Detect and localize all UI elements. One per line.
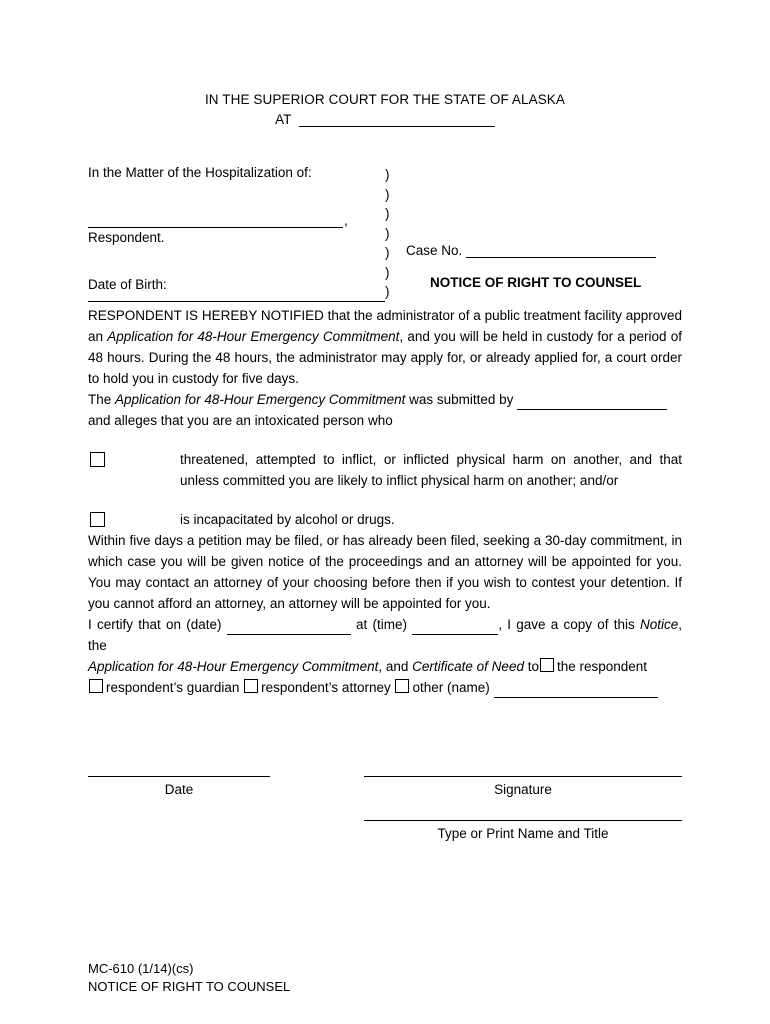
submitted-by-field[interactable] (517, 396, 667, 410)
at-label: AT (275, 112, 292, 127)
cert-time-field[interactable] (412, 621, 498, 635)
cert-italic-certificate: Certificate of Need (412, 659, 524, 674)
para2-part-a: The (88, 392, 116, 407)
caption-block (88, 165, 682, 305)
case-no-label: Case No. (406, 243, 463, 258)
checkbox-incapacitated-label: is incapacitated by alcohol or drugs. (180, 512, 395, 527)
dob-blank[interactable] (88, 301, 385, 302)
paragraph-certification (88, 614, 682, 698)
para1-part-b: , and you will be held in custody for a period of 48 hours. During the 48 hours, the administrator may apply for, or already applied for, a court order to hold you in custody for five days. (88, 329, 682, 386)
document-footer (88, 960, 290, 996)
footer-form-title: NOTICE OF RIGHT TO COUNSEL (88, 979, 291, 994)
matter-label: In the Matter of the Hospitalization of: (88, 165, 312, 180)
checkbox-harm-label: threatened, attempted to inflict, or inflicted physical harm on another, and that unless committed you are likely to inflict physical harm on another; and/or (180, 452, 682, 488)
para2-italic-application: Application for 48-Hour Emergency Commitment (115, 392, 406, 407)
checkbox-harm[interactable] (90, 452, 105, 467)
cert-date-field[interactable] (227, 621, 351, 635)
cert-other-name-field[interactable] (494, 684, 658, 698)
cert-part-a: I certify that on (date) (88, 617, 222, 632)
court-title: IN THE SUPERIOR COURT FOR THE STATE OF ALASKA (204, 92, 566, 107)
date-label: Date (164, 782, 194, 797)
respondent-name-blank[interactable] (88, 227, 343, 228)
paragraph-petition: Within five days a petition may be filed, or has already been filed, seeking a 30-day commitment, in which case you will be given notice of the proceedings and an attorney will be appointed for you. You may contact an attorney of your choosing before then if you wish to contest your detention. If you cannot afford an attorney, an attorney will be appointed for you. (88, 533, 682, 611)
case-no-field[interactable] (466, 244, 656, 258)
respondent-comma: , (344, 213, 348, 228)
cert-part-e: , and (378, 659, 413, 674)
at-line (88, 112, 682, 127)
caption-paren-column: ) ) ) ) ) ) ) (385, 167, 390, 299)
cert-italic-notice: Notice (639, 617, 679, 632)
checkbox-incapacitated[interactable] (90, 512, 105, 527)
paragraph-notified (88, 305, 682, 389)
para2-part-c: and alleges that you are an intoxicated person who (88, 413, 393, 428)
checkbox-respondent[interactable] (540, 658, 554, 672)
checkbox-other[interactable] (395, 679, 409, 693)
cert-part-d: , the (88, 617, 682, 653)
cert-option-respondent: the respondent (556, 659, 648, 674)
cert-part-f: to (523, 659, 539, 674)
cert-option-attorney: respondent’s attorney (261, 680, 391, 695)
document-content (88, 0, 682, 858)
checkbox-item-incapacitated[interactable] (88, 509, 682, 530)
footer-form-number: MC-610 (1/14)(cs) (88, 961, 194, 976)
cert-option-other: other (name) (412, 680, 490, 695)
signature-line[interactable] (364, 776, 682, 777)
checkbox-guardian[interactable] (89, 679, 103, 693)
respondent-label: Respondent. (88, 230, 165, 245)
at-blank-field[interactable] (299, 113, 495, 127)
para2-part-b: was submitted by (405, 392, 514, 407)
print-name-label: Type or Print Name and Title (437, 826, 609, 841)
para1-part-a: RESPONDENT IS HEREBY NOTIFIED that the administrator of a public treatment facility approved an (88, 308, 682, 344)
date-signature-line[interactable] (88, 776, 270, 777)
print-name-line[interactable] (364, 820, 682, 821)
cert-italic-application: Application for 48-Hour Emergency Commitment (88, 659, 379, 674)
checkbox-attorney[interactable] (244, 679, 258, 693)
cert-part-c: , I gave a copy of this (498, 617, 640, 632)
checkbox-item-harm[interactable] (88, 449, 682, 491)
paragraph-submitted-by (88, 389, 682, 431)
signature-block (88, 748, 682, 858)
cert-option-guardian: respondent’s guardian (106, 680, 240, 695)
case-number-row (406, 243, 686, 258)
para1-italic-application: Application for 48-Hour Emergency Commitment (107, 329, 400, 344)
dob-label: Date of Birth: (88, 277, 167, 292)
cert-part-b: at (time) (356, 617, 407, 632)
notice-title: NOTICE OF RIGHT TO COUNSEL (430, 275, 642, 290)
signature-label: Signature (494, 782, 552, 797)
